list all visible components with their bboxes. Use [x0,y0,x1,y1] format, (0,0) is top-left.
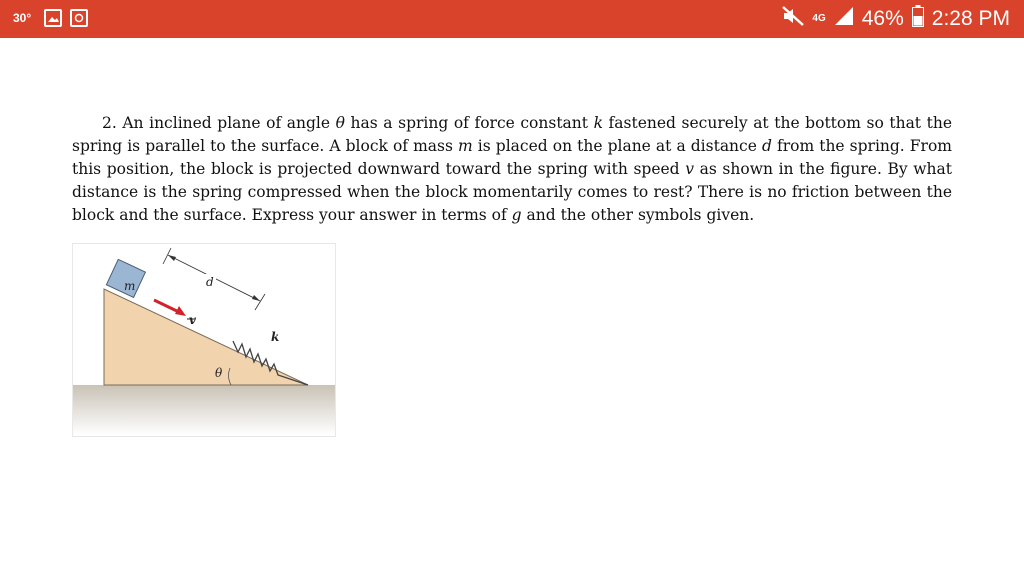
math-symbol: θ [335,114,345,132]
text-segment: from the spring. From this position, the block is projected downward toward the spring with speed [72,137,952,178]
distance-arrow-start [168,255,176,261]
spring-constant-label: k [271,330,280,344]
velocity-label: v [189,313,196,327]
mute-icon [782,6,804,32]
battery-percent: 46% [861,7,904,30]
problem-number: 2. [102,114,117,132]
text-segment: fastened securely at the bottom so that the spring is parallel to the surface. A block of mass [72,114,952,155]
math-symbol: v [685,160,694,178]
math-symbol: k [593,114,603,132]
ground [73,385,335,435]
battery-icon [912,5,924,33]
signal-icon [834,6,854,32]
network-type-label: 4G [812,13,826,24]
text-segment: An inclined plane of angle [116,114,336,132]
distance-arrow-end [252,295,260,301]
text-segment: as shown in the figure. By what distance is the spring compressed when the block momentarily comes to rest? There is no friction between the block and the surface. Express your answer in terms of [72,160,952,224]
problem-text [72,112,952,227]
problem-body [72,114,952,224]
screenshot-icon [70,9,88,27]
text-segment: has a spring of force constant [344,114,594,132]
temperature-readout: 30° [13,11,32,25]
text-segment: is placed on the plane at a distance [472,137,762,155]
distance-label: d [206,275,214,289]
mass-label: m [124,279,136,293]
incline-figure [72,243,336,437]
status-bar [0,0,1024,38]
status-right [782,0,1010,38]
math-symbol: d [761,137,772,155]
math-symbol: m [458,137,473,155]
distance-tick-end [255,294,265,310]
text-segment: and the other symbols given. [521,206,755,224]
math-symbol: g [511,206,522,224]
velocity-arrow-head [175,306,186,316]
clock-time: 2:28 PM [931,7,1010,30]
angle-label: θ [215,366,223,380]
gallery-icon [44,9,62,27]
